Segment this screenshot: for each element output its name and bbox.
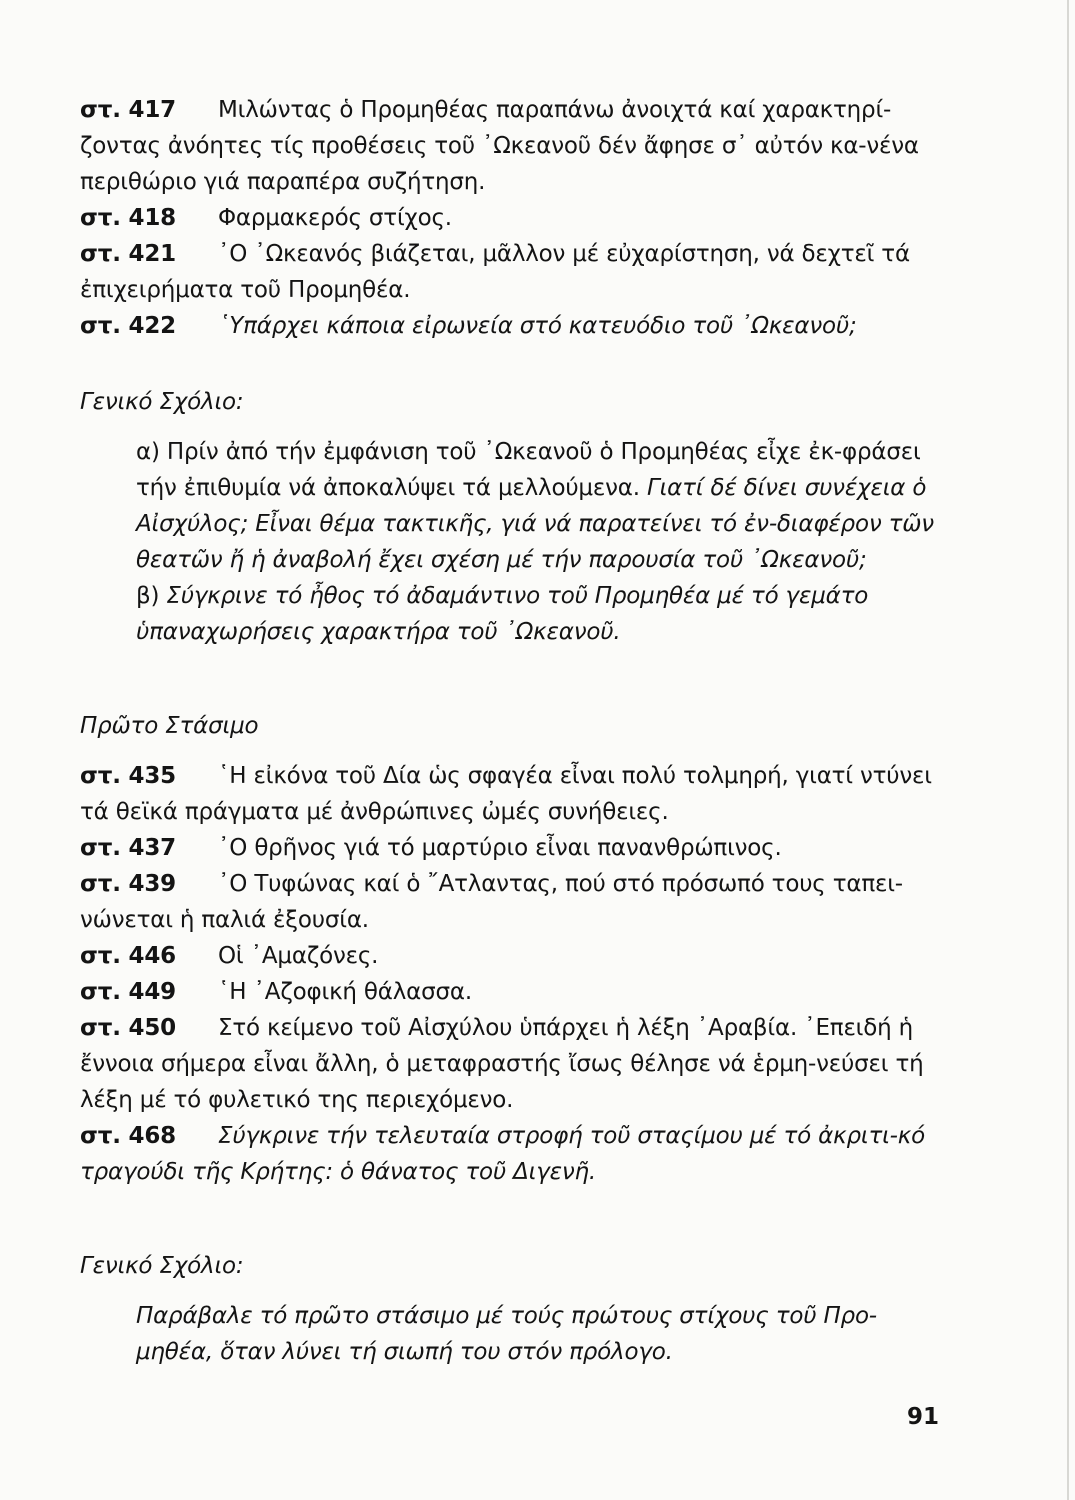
comment-a-label: α) [136, 439, 160, 465]
notes-block-2 [80, 758, 940, 1190]
comment-a-question: Γιατί δέ δίνει συνέχεια ὁ Αἰσχύλος; Εἶναι θέμα τακτικῆς, γιά νά παρατείνει τό ἐν-διαφέρον τῶν θεατῶν ἤ ἡ ἀναβολή ἔχει σχέση μέ τήν παρουσία τοῦ ᾿Ωκεανοῦ; [136, 475, 934, 573]
note-421 [80, 236, 940, 308]
note-418 [80, 200, 940, 236]
note-text: ᾿Ο Τυφώνας καί ὁ ῎Ατλαντας, πού στό πρόσωπό τους ταπει-νώνεται ἡ παλιά ἐξουσία. [80, 871, 903, 933]
note-437 [80, 830, 940, 866]
note-450 [80, 1010, 940, 1118]
document-page [80, 92, 940, 1370]
page-number: 91 [906, 1404, 939, 1430]
note-468 [80, 1118, 940, 1190]
comment-b-label: β) [136, 583, 160, 609]
note-text: Οἱ ᾿Αμαζόνες. [218, 943, 379, 969]
notes-block-1 [80, 92, 940, 344]
note-422 [80, 308, 940, 344]
note-449 [80, 974, 940, 1010]
line-ref: στ. 422 [80, 313, 176, 339]
general-comment-2-text: Παράβαλε τό πρῶτο στάσιμο μέ τούς πρώτους στίχους τοῦ Προ-μηθέα, ὅταν λύνει τή σιωπή του στόν πρόλογο. [136, 1303, 877, 1365]
note-435 [80, 758, 940, 830]
line-ref: στ. 435 [80, 763, 176, 789]
note-text: Στό κείμενο τοῦ Αἰσχύλου ὑπάρχει ἡ λέξη ᾿Αραβία. ᾿Επειδή ἡ ἔννοια σήμερα εἶναι ἄλλη, ὁ μεταφραστής ἴσως θέλησε νά ἑρμη-νεύσει τή λέξη μέ τό φυλετικό της περιεχόμενο. [80, 1015, 924, 1113]
note-text: Σύγκρινε τήν τελευταία στροφή τοῦ σταςίμου μέ τό ἀκριτι-κό τραγούδι τῆς Κρήτης: ὁ θάνατος τοῦ Διγενῆ. [80, 1123, 926, 1185]
line-ref: στ. 446 [80, 943, 176, 969]
line-ref: στ. 439 [80, 871, 176, 897]
note-text: ᾿Ο θρῆνος γιά τό μαρτύριο εἶναι πανανθρώπινος. [218, 835, 782, 861]
section-heading: Πρῶτο Στάσιμο [80, 713, 259, 739]
line-ref: στ. 417 [80, 97, 176, 123]
note-446 [80, 938, 940, 974]
line-ref: στ. 418 [80, 205, 176, 231]
comment-b [80, 578, 940, 650]
note-text: ῾Υπάρχει κάποια εἰρωνεία στό κατευόδιο τοῦ ᾿Ωκεανοῦ; [218, 313, 857, 339]
line-ref: στ. 449 [80, 979, 176, 1005]
general-comment-heading-2: Γενικό Σχόλιο: [80, 1253, 244, 1279]
comment-b-text: Σύγκρινε τό ἦθος τό ἀδαμάντινο τοῦ Προμηθέα μέ τό γεμάτο ὑπαναχωρήσεις χαρακτήρα τοῦ ᾿Ωκεανοῦ. [136, 583, 869, 645]
note-text: ῾Η ᾿Αζοφική θάλασσα. [218, 979, 472, 1005]
line-ref: στ. 450 [80, 1015, 176, 1041]
note-text: ῾Η εἰκόνα τοῦ Δία ὡς σφαγέα εἶναι πολύ τολμηρή, γιατί ντύνει τά θεϊκά πράγματα μέ ἀνθρώπινες ὠμές συνήθειες. [80, 763, 932, 825]
note-439 [80, 866, 940, 938]
note-417 [80, 92, 940, 200]
note-text: ᾿Ο ᾿Ωκεανός βιάζεται, μᾶλλον μέ εὐχαρίστηση, νά δεχτεῖ τά ἐπιχειρήματα τοῦ Προμηθέα. [80, 241, 910, 303]
comment-a-text: Πρίν ἀπό τήν ἐμφάνιση τοῦ ᾿Ωκεανοῦ ὁ Προμηθέας εἶχε ἐκ-φράσει τήν ἐπιθυμία νά ἀποκαλύψει τά μελλούμενα. [136, 439, 921, 501]
line-ref: στ. 421 [80, 241, 176, 267]
line-ref: στ. 437 [80, 835, 176, 861]
note-text: Φαρμακερός στίχος. [218, 205, 452, 231]
line-ref: στ. 468 [80, 1123, 176, 1149]
note-text: Μιλώντας ὁ Προμηθέας παραπάνω ἀνοιχτά καί χαρακτηρί-ζοντας ἀνόητες τίς προθέσεις τοῦ ᾿Ωκεανοῦ δέν ἄφησε σ᾿ αὐτόν κα-νένα περιθώριο γιά παραπέρα συζήτηση. [80, 97, 919, 195]
page-edge-line [1067, 0, 1069, 1500]
general-comment-heading-1: Γενικό Σχόλιο: [80, 389, 244, 415]
comment-a [80, 434, 940, 578]
